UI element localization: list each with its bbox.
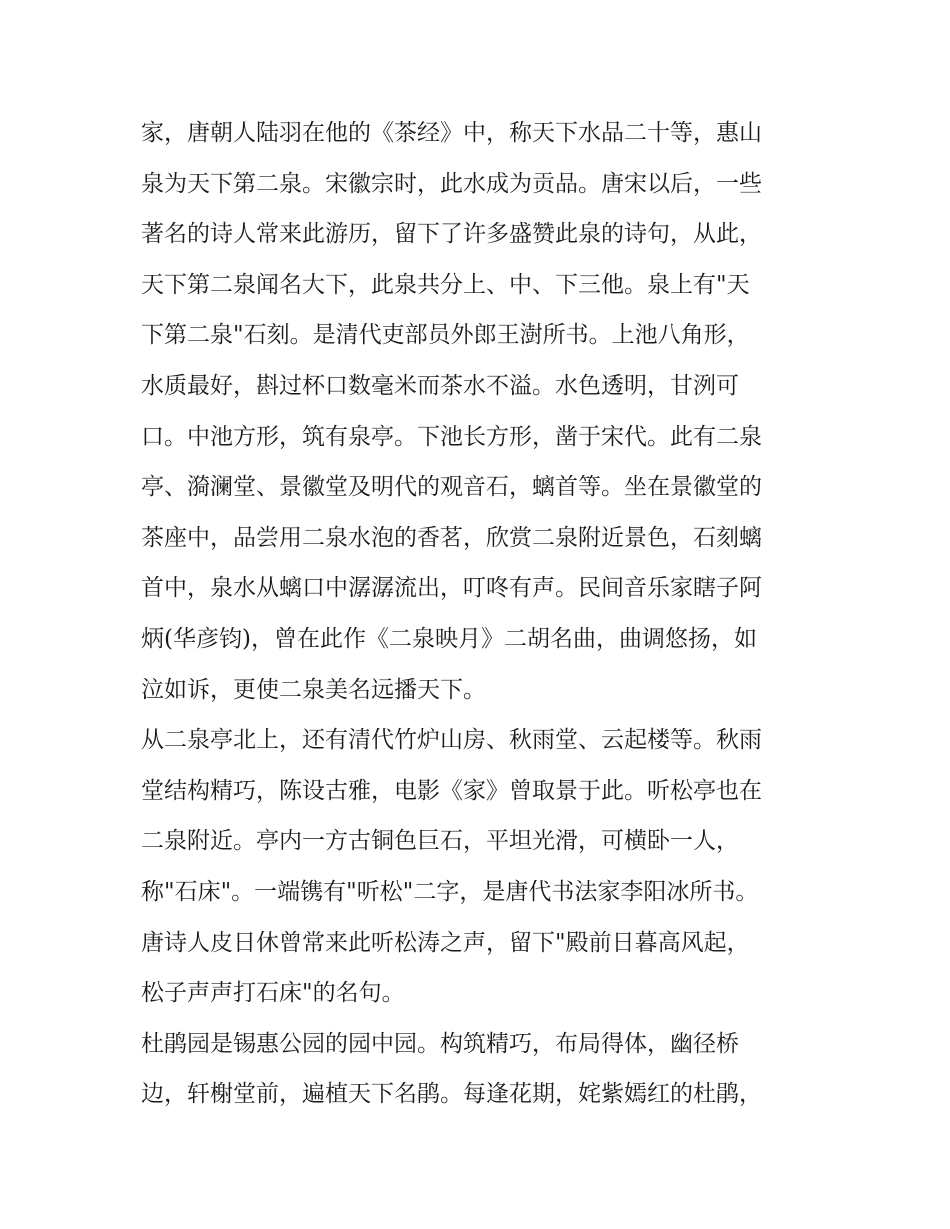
text-line: 唐诗人皮日休曾常来此听松涛之声，留下"殿前日暮高风起，: [141, 929, 750, 956]
text-line: 下第二泉"石刻。是清代吏部员外郎王澍所书。上池八角形，: [141, 322, 750, 349]
text-line: 亭、漪澜堂、景徽堂及明代的观音石，螭首等。坐在景徽堂的: [141, 474, 762, 501]
text-line: 称"石床"。一端镌有"听松"二字，是唐代书法家李阳冰所书。: [141, 878, 759, 905]
text-line: 堂结构精巧，陈设古雅，电影《家》曾取景于此。听松亭也在: [141, 777, 762, 804]
text-line: 炳(华彦钧)，曾在此作《二泉映月》二胡名曲，曲调悠扬，如: [141, 625, 757, 652]
text-line: 泉为天下第二泉。宋徽宗时，此水成为贡品。唐宋以后，一些: [141, 170, 762, 197]
text-line: 泣如诉，更使二泉美名远播天下。: [141, 676, 486, 703]
text-line: 著名的诗人常来此游历，留下了许多盛赞此泉的诗句，从此，: [141, 221, 762, 248]
text-line: 首中，泉水从螭口中潺潺流出，叮咚有声。民间音乐家瞎子阿: [141, 575, 762, 602]
text-line: 家，唐朝人陆羽在他的《茶经》中，称天下水品二十等，惠山: [141, 120, 762, 146]
text-line: 茶座中，品尝用二泉水泡的香茗，欣赏二泉附近景色，石刻螭: [141, 524, 762, 551]
text-line: 二泉附近。亭内一方古铜色巨石，平坦光滑，可横卧一人，: [141, 828, 739, 855]
text-line: 从二泉亭北上，还有清代竹炉山房、秋雨堂、云起楼等。秋雨: [141, 727, 762, 754]
text-line: 水质最好，斟过杯口数毫米而茶水不溢。水色透明，甘洌可: [141, 372, 739, 399]
text-line: 口。中池方形，筑有泉亭。下池长方形，凿于宋代。此有二泉: [141, 423, 762, 450]
document-body: [141, 108, 821, 1120]
text-line: 松子声声打石床"的名句。: [141, 980, 405, 1007]
text-line: 边，轩榭堂前，遍植天下名鹃。每逢花期，姹紫嫣红的杜鹃，: [141, 1081, 762, 1108]
text-line: 杜鹃园是锡惠公园的园中园。构筑精巧，布局得体，幽径桥: [141, 1030, 739, 1057]
text-line: 天下第二泉闻名大下，此泉共分上、中、下三他。泉上有"天: [141, 271, 750, 298]
